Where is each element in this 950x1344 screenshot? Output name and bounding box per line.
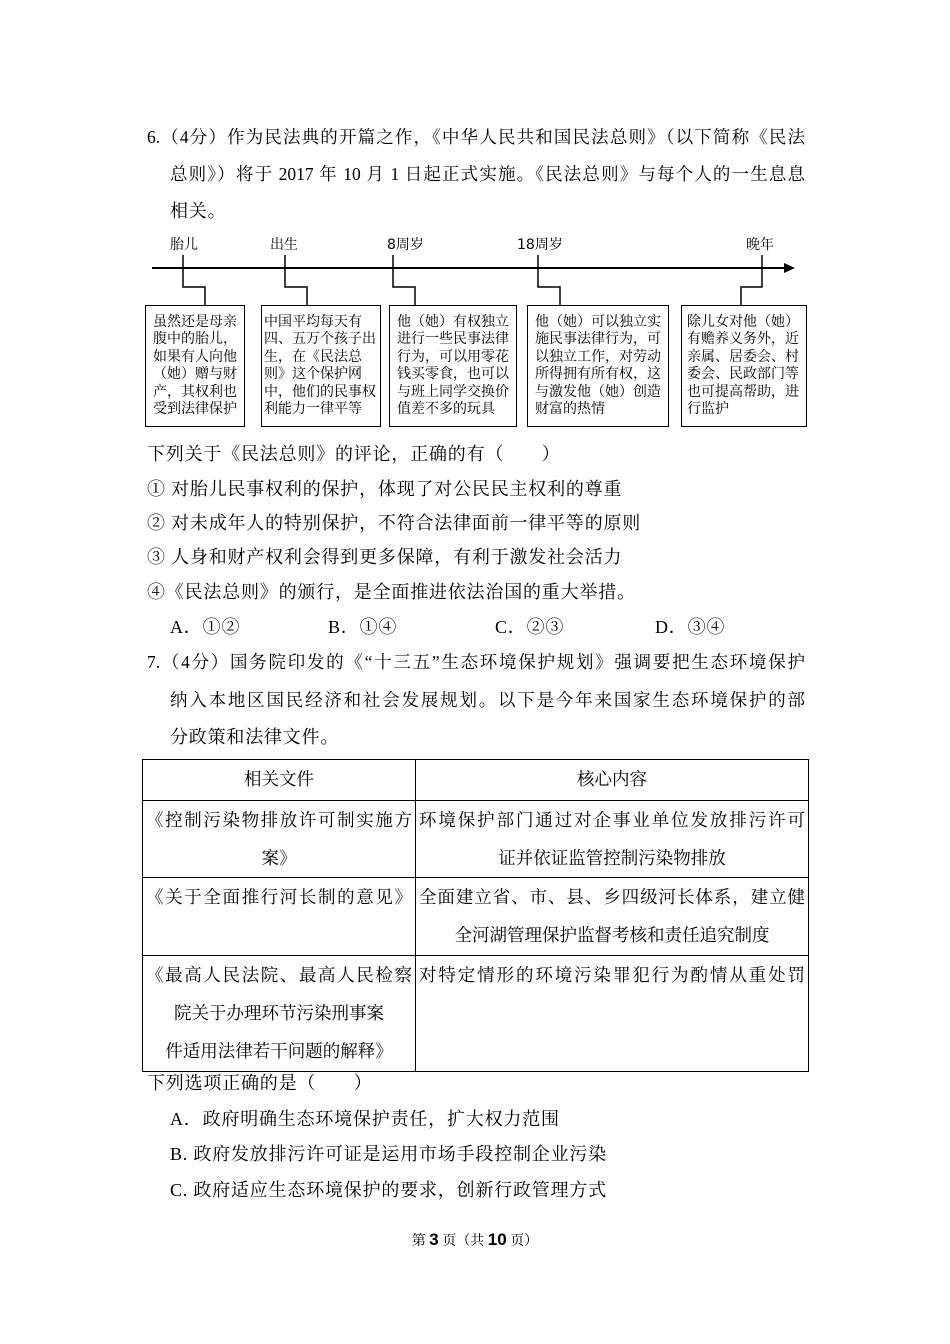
q6-stem-line-3: 相关。	[170, 201, 227, 221]
box-line: 行监护	[687, 400, 729, 417]
box-line: 中，他们的民事权	[264, 382, 376, 399]
stage-box-birth	[261, 305, 381, 427]
q6-option-a: A．①②	[170, 617, 241, 637]
table-row	[143, 801, 809, 878]
header-documents: 相关文件	[244, 769, 314, 789]
box-line: 有赡养义务外，近	[687, 330, 799, 347]
box-line: 财富的热情	[535, 400, 605, 417]
q6-stem-line-2: 总则》）将于 2017 年 10 月 1 日起正式实施。《民法总则》与每个人的一生息息	[170, 164, 805, 184]
q6-statement-2: ② 对未成年人的特别保护，不符合法律面前一律平等的原则	[147, 513, 642, 533]
table-header-cell	[143, 760, 416, 801]
box-line: 以独立工作，对劳动	[535, 347, 661, 364]
box-line: 生，在《民法总	[264, 347, 362, 364]
q7-option-a: A．政府明确生态环境保护责任，扩大权力范围	[170, 1109, 560, 1129]
cell-line: 全河湖管理保护监督考核和责任追究制度	[454, 925, 770, 945]
table-header-row	[143, 760, 809, 801]
q6-option-d: D．③④	[655, 617, 726, 637]
q7-option-b: B. 政府发放排污许可证是运用市场手段控制企业污染	[170, 1144, 608, 1164]
box-line: 施民事法律行为，可	[535, 330, 661, 347]
q6-option-b: B．①④	[328, 617, 398, 637]
box-line: 行为，可以用零花	[397, 347, 509, 364]
box-line: 虽然还是母亲	[153, 313, 237, 329]
stage-label-age-8: 8周岁	[387, 237, 424, 253]
table-row	[143, 956, 809, 1072]
footer-suffix: 页）	[506, 1234, 539, 1249]
box-line: 利能力一律平等	[264, 400, 362, 417]
connector-birth	[285, 255, 307, 305]
q6-statement-1: ① 对胎儿民事权利的保护，体现了对公民民主权利的尊重	[147, 479, 623, 499]
cell-line: 件适用法律若干问题的解释》	[165, 1041, 393, 1061]
connector-old-age	[741, 255, 762, 305]
box-line: 委会、民政部门等	[687, 365, 799, 382]
q7-prompt: 下列选项正确的是（ ）	[147, 1073, 373, 1093]
content-cell	[416, 956, 809, 1072]
table-row	[143, 878, 809, 956]
stage-label-age-18: 18周岁	[517, 237, 563, 253]
q7-option-c: C. 政府适应生态环境保护的要求，创新行政管理方式	[170, 1180, 608, 1200]
footer-total-pages: 10	[487, 1230, 507, 1249]
stage-box-fetus	[145, 305, 245, 427]
stage-label-fetus: 胎儿	[170, 237, 198, 253]
box-line: 四、五万个孩子出	[264, 330, 376, 347]
box-line: 与班上同学交换价	[397, 382, 509, 399]
q6-stem-line-1: 6.（4分）作为民法典的开篇之作，《中华人民共和国民法总则》（以下简称《民法	[147, 127, 805, 147]
cell-line: 《最高人民法院、最高人民检察	[146, 965, 412, 985]
footer-current-page: 3	[429, 1230, 439, 1249]
connector-age-8	[393, 255, 415, 305]
document-cell	[143, 878, 416, 956]
box-line: （她）赠与财	[153, 365, 237, 382]
cell-line: 《关于全面推行河长制的意见》	[146, 887, 412, 907]
footer-middle: 页（共	[438, 1234, 488, 1249]
header-core-content: 核心内容	[577, 769, 647, 789]
stage-box-old-age	[681, 305, 807, 427]
box-line: 也可提高帮助，进	[687, 382, 799, 399]
box-line: 亲属、居委会、村	[687, 347, 799, 364]
box-line: 所得拥有所有权，这	[535, 365, 661, 382]
cell-line: 证并依证监管控制污染物排放	[498, 848, 726, 868]
document-cell	[143, 956, 416, 1072]
q7-stem-line-2: 纳入本地区国民经济和社会发展规划。以下是今年来国家生态环境保护的部	[170, 690, 805, 710]
connector-fetus	[183, 255, 205, 305]
timeline-arrowhead-icon	[784, 263, 795, 273]
box-line: 他（她）有权独立	[397, 313, 509, 329]
box-line: 除儿女对他（她）	[687, 313, 799, 329]
footer-prefix: 第	[411, 1234, 430, 1249]
q7-stem-line-1: 7.（4分）国务院印发的《“十三五”生态环境保护规划》强调要把生态环境保护	[147, 652, 805, 672]
page-footer	[0, 1229, 950, 1253]
box-line: 受到法律保护	[153, 400, 237, 417]
cell-line: 院关于办理环节污染刑事案	[174, 1003, 384, 1023]
box-line: 如果有人向他	[153, 347, 237, 364]
stage-box-age-8	[389, 305, 517, 427]
document-cell	[143, 801, 416, 878]
stage-label-old-age: 晚年	[746, 237, 774, 253]
box-line: 进行一些民事法律	[397, 330, 509, 347]
box-line: 腹中的胎儿，	[153, 330, 237, 347]
box-line: 与激发他（她）创造	[535, 382, 661, 399]
cell-line: 对特定情形的环境污染罪犯行为酌情从重处罚	[419, 965, 805, 985]
policy-table	[142, 759, 809, 1072]
q6-prompt: 下列关于《民法总则》的评论，正确的有（ ）	[147, 444, 561, 464]
box-line: 则》这个保护网	[264, 365, 362, 382]
cell-line: 《控制污染物排放许可制实施方	[146, 810, 412, 830]
q6-option-c: C．②③	[495, 617, 565, 637]
stage-box-age-18	[527, 305, 669, 427]
cell-line: 全面建立省、市、县、乡四级河长体系，建立健	[419, 887, 805, 907]
box-line: 钱买零食，也可以	[397, 365, 509, 382]
stage-label-birth: 出生	[270, 237, 298, 253]
box-line: 他（她）可以独立实	[535, 313, 661, 329]
box-line: 产，其权利也	[153, 382, 237, 399]
cell-line: 环境保护部门通过对企事业单位发放排污许可	[419, 810, 805, 830]
content-cell	[416, 878, 809, 956]
content-cell	[416, 801, 809, 878]
cell-line: 案》	[261, 848, 297, 868]
q6-statement-4: ④《民法总则》的颁行，是全面推进依法治国的重大举措。	[147, 582, 636, 602]
box-line: 值差不多的玩具	[397, 400, 495, 417]
q7-stem-line-3: 分政策和法律文件。	[170, 727, 340, 747]
q6-statement-3: ③ 人身和财产权利会得到更多保障，有利于激发社会活力	[147, 547, 623, 567]
connector-age-18	[538, 255, 560, 305]
box-line: 中国平均每天有	[264, 313, 362, 329]
table-header-cell	[416, 760, 809, 801]
